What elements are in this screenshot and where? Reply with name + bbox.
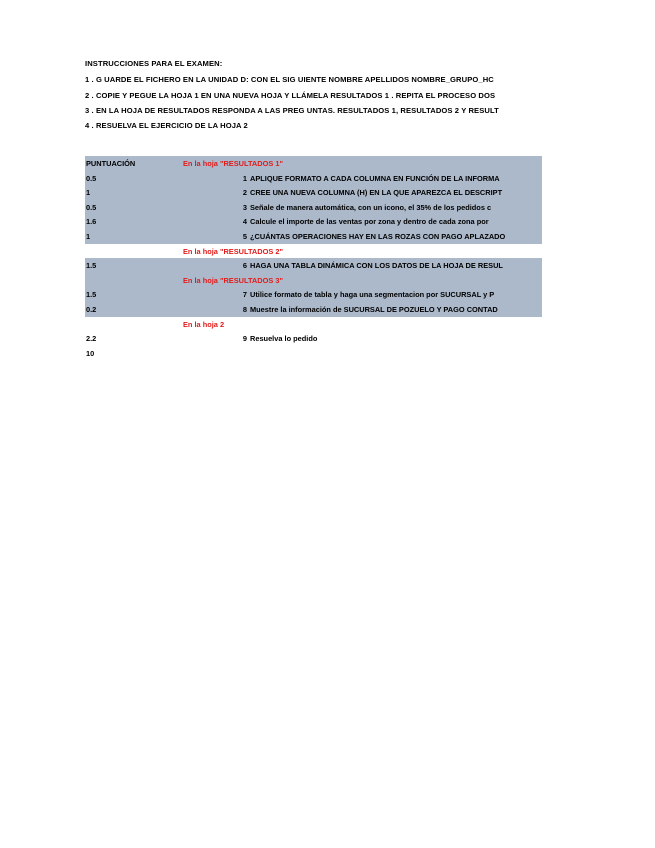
score-cell: 1 (86, 231, 91, 241)
section-row (85, 273, 542, 288)
task-number: 4 (242, 217, 247, 227)
task-cell (231, 188, 542, 197)
table-row (85, 302, 542, 317)
section-label-hoja-2: En la hoja 2 (183, 319, 225, 329)
instruction-line-1: 1 . G UARDE EL FICHERO EN LA UNIDAD D: CON EL SIG UIENTE NOMBRE APELLIDOS NOMBRE_GRUPO_HC (85, 75, 494, 84)
score-cell: 0.5 (86, 173, 97, 183)
section-label-resultados-2: En la hoja "RESULTADOS 2" (183, 246, 283, 256)
table-row (85, 229, 542, 244)
task-number: 2 (242, 188, 247, 198)
table-row (85, 214, 542, 229)
task-text: Utilice formato de tabla y haga una segmentacion por SUCURSAL y P (250, 290, 495, 300)
score-cell: 2.2 (86, 334, 97, 344)
task-cell (231, 290, 542, 299)
score-cell: 1 (86, 188, 91, 198)
score-cell: 0.5 (86, 202, 97, 212)
table-row (85, 258, 542, 273)
score-cell: 0.2 (86, 304, 97, 314)
total-score: 10 (86, 348, 95, 358)
instruction-line-4: 4 . RESUELVA EL EJERCICIO DE LA HOJA 2 (85, 121, 248, 130)
task-number: 8 (242, 304, 247, 314)
instruction-line-3: 3 . EN LA HOJA DE RESULTADOS RESPONDA A LAS PREG UNTAS. RESULTADOS 1, RESULTADOS 2 Y RESULT (85, 106, 499, 115)
task-number: 9 (242, 334, 247, 344)
task-text: Calcule el importe de las ventas por zona y dentro de cada zona por (250, 217, 489, 227)
section-row (85, 244, 542, 259)
section-label-resultados-3: En la hoja "RESULTADOS 3" (183, 275, 283, 285)
task-text: HAGA UNA TABLA DINÁMICA CON LOS DATOS DE LA HOJA DE RESUL (250, 261, 503, 271)
score-cell: 1.5 (86, 290, 97, 300)
task-cell (231, 217, 542, 226)
spreadsheet-page (85, 0, 542, 848)
table-row (85, 171, 542, 186)
instructions-title: INSTRUCCIONES PARA EL EXAMEN: (85, 59, 223, 68)
task-cell (231, 174, 542, 183)
score-cell: 1.5 (86, 261, 97, 271)
task-number: 1 (242, 173, 247, 183)
task-text: Resuelva lo pedido (250, 334, 318, 344)
task-cell (231, 232, 542, 241)
task-cell (231, 261, 542, 270)
section-row (85, 317, 542, 332)
table-row (85, 331, 542, 346)
task-text: CREE UNA NUEVA COLUMNA (H) EN LA QUE APAREZCA EL DESCRIPT (250, 188, 503, 198)
task-number: 6 (242, 261, 247, 271)
score-header: PUNTUACIÓN (86, 159, 136, 168)
total-row (85, 346, 542, 361)
score-cell: 1.6 (86, 217, 97, 227)
task-number: 7 (242, 290, 247, 300)
task-cell (231, 203, 542, 212)
section-label-resultados-1: En la hoja "RESULTADOS 1" (183, 159, 283, 168)
score-table (85, 156, 542, 360)
task-number: 5 (242, 231, 247, 241)
task-cell (231, 334, 542, 343)
task-text: APLIQUE FORMATO A CADA COLUMNA EN FUNCIÓN DE LA INFORMA (250, 173, 500, 183)
instruction-line-2: 2 . COPIE Y PEGUE LA HOJA 1 EN UNA NUEVA HOJA Y LLÁMELA RESULTADOS 1 . REPITA EL PROCESO DOS (85, 91, 496, 100)
task-text: ¿CUÁNTAS OPERACIONES HAY EN LAS ROZAS CON PAGO APLAZADO (250, 231, 506, 241)
table-row (85, 185, 542, 200)
task-text: Muestre la información de SUCURSAL DE POZUELO Y PAGO CONTAD (250, 304, 498, 314)
table-row (85, 200, 542, 215)
task-text: Señale de manera automática, con un icono, el 35% de los pedidos c (250, 202, 492, 212)
task-number: 3 (242, 202, 247, 212)
task-cell (231, 305, 542, 314)
table-row (85, 287, 542, 302)
table-header-row (85, 156, 542, 171)
